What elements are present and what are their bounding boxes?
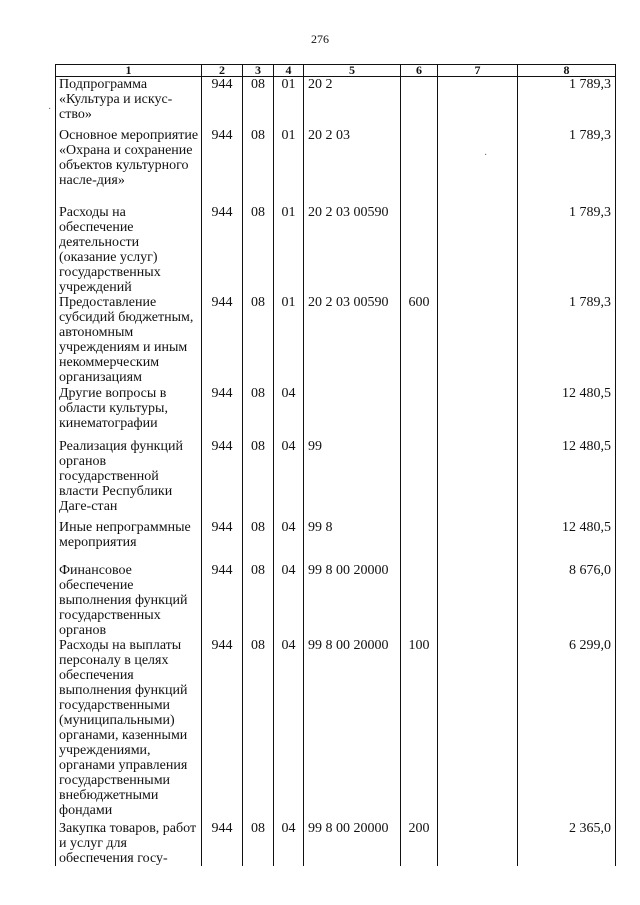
cell-ministry: 944 bbox=[202, 638, 243, 821]
row-name: Основное мероприятие «Охрана и сохранение объектов культурного насле-дия» bbox=[56, 128, 202, 205]
cell-ministry: 944 bbox=[202, 77, 243, 128]
table-row bbox=[56, 563, 616, 638]
cell-ministry: 944 bbox=[202, 821, 243, 866]
cell-ministry: 944 bbox=[202, 128, 243, 205]
cell-target-article: 99 8 00 20000 bbox=[304, 821, 401, 866]
cell-subsection: 04 bbox=[274, 638, 304, 821]
cell-ministry: 944 bbox=[202, 520, 243, 563]
cell-col7 bbox=[438, 563, 518, 638]
row-name: Другие вопросы в области культуры, кинематографии bbox=[56, 386, 202, 439]
table-row bbox=[56, 295, 616, 386]
row-name: Финансовое обеспечение выполнения функций государственных органов bbox=[56, 563, 202, 638]
cell-target-article: 99 8 00 20000 bbox=[304, 563, 401, 638]
cell-expense-type bbox=[401, 77, 438, 128]
col-header-3: 3 bbox=[243, 65, 274, 77]
cell-target-article: 99 bbox=[304, 439, 401, 520]
cell-amount: 2 365,0 bbox=[518, 821, 616, 866]
row-name: Расходы на выплаты персоналу в целях обеспечения выполнения функций государственными (муниципальными) органами, казенными учреждениями, органами управления государственными внебюджетными фондами bbox=[56, 638, 202, 821]
cell-target-article: 20 2 03 bbox=[304, 128, 401, 205]
table-row bbox=[56, 77, 616, 128]
cell-expense-type: 600 bbox=[401, 295, 438, 386]
cell-ministry: 944 bbox=[202, 563, 243, 638]
cell-section: 08 bbox=[243, 386, 274, 439]
cell-amount: 6 299,0 bbox=[518, 638, 616, 821]
col-header-8: 8 bbox=[518, 65, 616, 77]
cell-section: 08 bbox=[243, 638, 274, 821]
cell-expense-type bbox=[401, 128, 438, 205]
cell-col7 bbox=[438, 77, 518, 128]
cell-amount: 12 480,5 bbox=[518, 520, 616, 563]
table-row bbox=[56, 386, 616, 439]
table-row bbox=[56, 520, 616, 563]
cell-amount: 1 789,3 bbox=[518, 295, 616, 386]
cell-ministry: 944 bbox=[202, 295, 243, 386]
cell-expense-type bbox=[401, 563, 438, 638]
cell-target-article: 99 8 bbox=[304, 520, 401, 563]
cell-amount: 1 789,3 bbox=[518, 128, 616, 205]
row-name: Закупка товаров, работ и услуг для обеспечения госу- bbox=[56, 821, 202, 866]
cell-section: 08 bbox=[243, 295, 274, 386]
cell-section: 08 bbox=[243, 821, 274, 866]
cell-target-article bbox=[304, 386, 401, 439]
cell-ministry: 944 bbox=[202, 386, 243, 439]
cell-amount: 12 480,5 bbox=[518, 439, 616, 520]
table-row bbox=[56, 128, 616, 205]
cell-col7 bbox=[438, 386, 518, 439]
cell-subsection: 01 bbox=[274, 77, 304, 128]
cell-expense-type bbox=[401, 386, 438, 439]
cell-ministry: 944 bbox=[202, 205, 243, 295]
table-row bbox=[56, 205, 616, 295]
cell-col7 bbox=[438, 439, 518, 520]
cell-subsection: 04 bbox=[274, 439, 304, 520]
col-header-2: 2 bbox=[202, 65, 243, 77]
table-row bbox=[56, 638, 616, 821]
cell-col7 bbox=[438, 205, 518, 295]
col-header-6: 6 bbox=[401, 65, 438, 77]
col-header-1: 1 bbox=[56, 65, 202, 77]
header-row bbox=[56, 65, 616, 77]
row-name: Иные непрограммные мероприятия bbox=[56, 520, 202, 563]
cell-subsection: 04 bbox=[274, 386, 304, 439]
cell-col7 bbox=[438, 128, 518, 205]
table-row bbox=[56, 821, 616, 866]
row-name: Предоставление субсидий бюджетным, автономным учреждениям и иным некоммерческим организациям bbox=[56, 295, 202, 386]
cell-amount: 8 676,0 bbox=[518, 563, 616, 638]
cell-target-article: 20 2 bbox=[304, 77, 401, 128]
cell-subsection: 01 bbox=[274, 205, 304, 295]
cell-expense-type: 100 bbox=[401, 638, 438, 821]
cell-expense-type bbox=[401, 439, 438, 520]
cell-section: 08 bbox=[243, 128, 274, 205]
page-number: 276 bbox=[311, 32, 329, 46]
cell-section: 08 bbox=[243, 563, 274, 638]
cell-subsection: 04 bbox=[274, 520, 304, 563]
cell-target-article: 99 8 00 20000 bbox=[304, 638, 401, 821]
col-header-5: 5 bbox=[304, 65, 401, 77]
cell-subsection: 01 bbox=[274, 128, 304, 205]
cell-col7 bbox=[438, 295, 518, 386]
budget-table bbox=[55, 64, 616, 866]
cell-section: 08 bbox=[243, 77, 274, 128]
cell-section: 08 bbox=[243, 205, 274, 295]
cell-subsection: 04 bbox=[274, 563, 304, 638]
cell-target-article: 20 2 03 00590 bbox=[304, 205, 401, 295]
cell-expense-type bbox=[401, 205, 438, 295]
cell-col7 bbox=[438, 821, 518, 866]
cell-amount: 1 789,3 bbox=[518, 205, 616, 295]
row-name: Расходы на обеспечение деятельности (оказание услуг) государственных учреждений bbox=[56, 205, 202, 295]
col-header-4: 4 bbox=[274, 65, 304, 77]
cell-target-article: 20 2 03 00590 bbox=[304, 295, 401, 386]
cell-amount: 12 480,5 bbox=[518, 386, 616, 439]
scan-speck: · bbox=[484, 150, 488, 161]
cell-expense-type bbox=[401, 520, 438, 563]
scan-speck: · bbox=[48, 104, 52, 115]
cell-expense-type: 200 bbox=[401, 821, 438, 866]
cell-col7 bbox=[438, 520, 518, 563]
cell-ministry: 944 bbox=[202, 439, 243, 520]
cell-section: 08 bbox=[243, 439, 274, 520]
col-header-7: 7 bbox=[438, 65, 518, 77]
row-name: Подпрограмма «Культура и искус-ство» bbox=[56, 77, 202, 128]
cell-col7 bbox=[438, 638, 518, 821]
table-row bbox=[56, 439, 616, 520]
cell-amount: 1 789,3 bbox=[518, 77, 616, 128]
cell-subsection: 01 bbox=[274, 295, 304, 386]
cell-subsection: 04 bbox=[274, 821, 304, 866]
cell-section: 08 bbox=[243, 520, 274, 563]
row-name: Реализация функций органов государственной власти Республики Даге-стан bbox=[56, 439, 202, 520]
